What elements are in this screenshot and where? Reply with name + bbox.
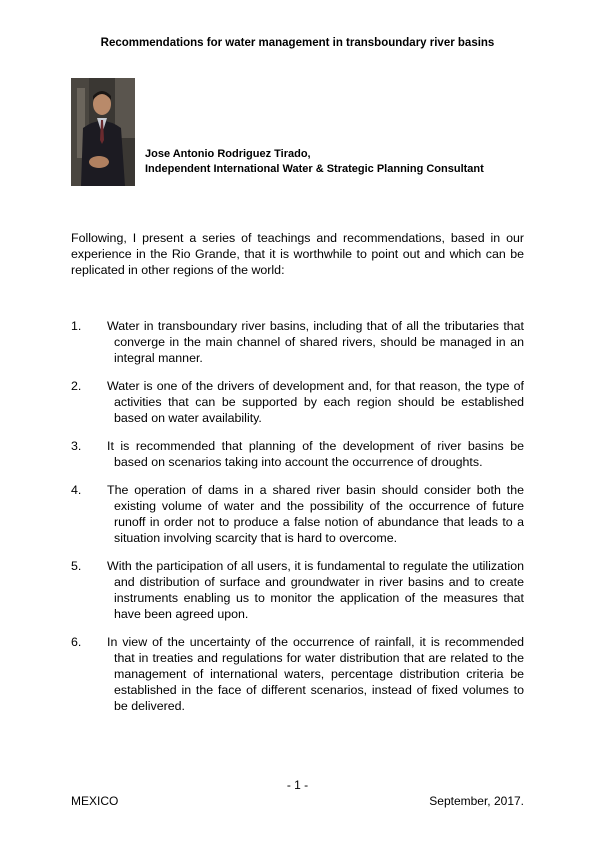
item-text: It is recommended that planning of the development of river basins be based on scenarios taking into account the occurrence of droughts.	[107, 439, 524, 469]
list-item	[71, 438, 524, 470]
item-number: 1.	[71, 319, 82, 333]
item-number: 6.	[71, 635, 82, 649]
footer-country: MEXICO	[71, 794, 119, 808]
recommendations-list	[71, 318, 524, 726]
document-title: Recommendations for water management in transboundary river basins	[100, 37, 495, 49]
intro-paragraph: Following, I present a series of teachings and recommendations, based in our experience in the Rio Grande, that it is worthwhile to point out and which can be replicated in other regions of the world:	[71, 231, 524, 277]
item-text: With the participation of all users, it is fundamental to regulate the utilization and distribution of surface and groundwater in river basins and to create instruments enabling us to monitor the application of the measures that have been agreed upon.	[107, 559, 524, 621]
item-number: 4.	[71, 483, 82, 497]
list-item	[71, 634, 524, 714]
author-role: Independent International Water & Strategic Planning Consultant	[145, 163, 484, 175]
list-item	[71, 318, 524, 366]
page-number: - 1 -	[286, 778, 309, 792]
item-number: 5.	[71, 559, 82, 573]
item-number: 3.	[71, 439, 82, 453]
author-photo	[71, 78, 135, 186]
item-text: Water is one of the drivers of development and, for that reason, the type of activities that can be supported by each region should be established based on water availability.	[107, 379, 524, 425]
item-number: 2.	[71, 379, 82, 393]
item-text: In view of the uncertainty of the occurrence of rainfall, it is recommended that in treaties and regulations for water distribution that are related to the management of international waters, percentage distribution criteria be established in the face of different scenarios, instead of fixed volumes to be delivered.	[107, 635, 524, 713]
portrait-image	[71, 78, 135, 186]
list-item	[71, 378, 524, 426]
author-block	[145, 147, 484, 177]
item-text: The operation of dams in a shared river basin should consider both the existing volume of water and the possibility of the occurrence of future runoff in order not to produce a false notion of abundance that leads to a situation involving scarcity that is hard to overcome.	[107, 483, 524, 545]
author-name: Jose Antonio Rodriguez Tirado,	[145, 148, 311, 160]
list-item	[71, 482, 524, 546]
footer-date: September, 2017.	[429, 794, 524, 808]
item-text: Water in transboundary river basins, including that of all the tributaries that converge in the main channel of shared rivers, should be managed in an integral manner.	[107, 319, 524, 365]
list-item	[71, 558, 524, 622]
